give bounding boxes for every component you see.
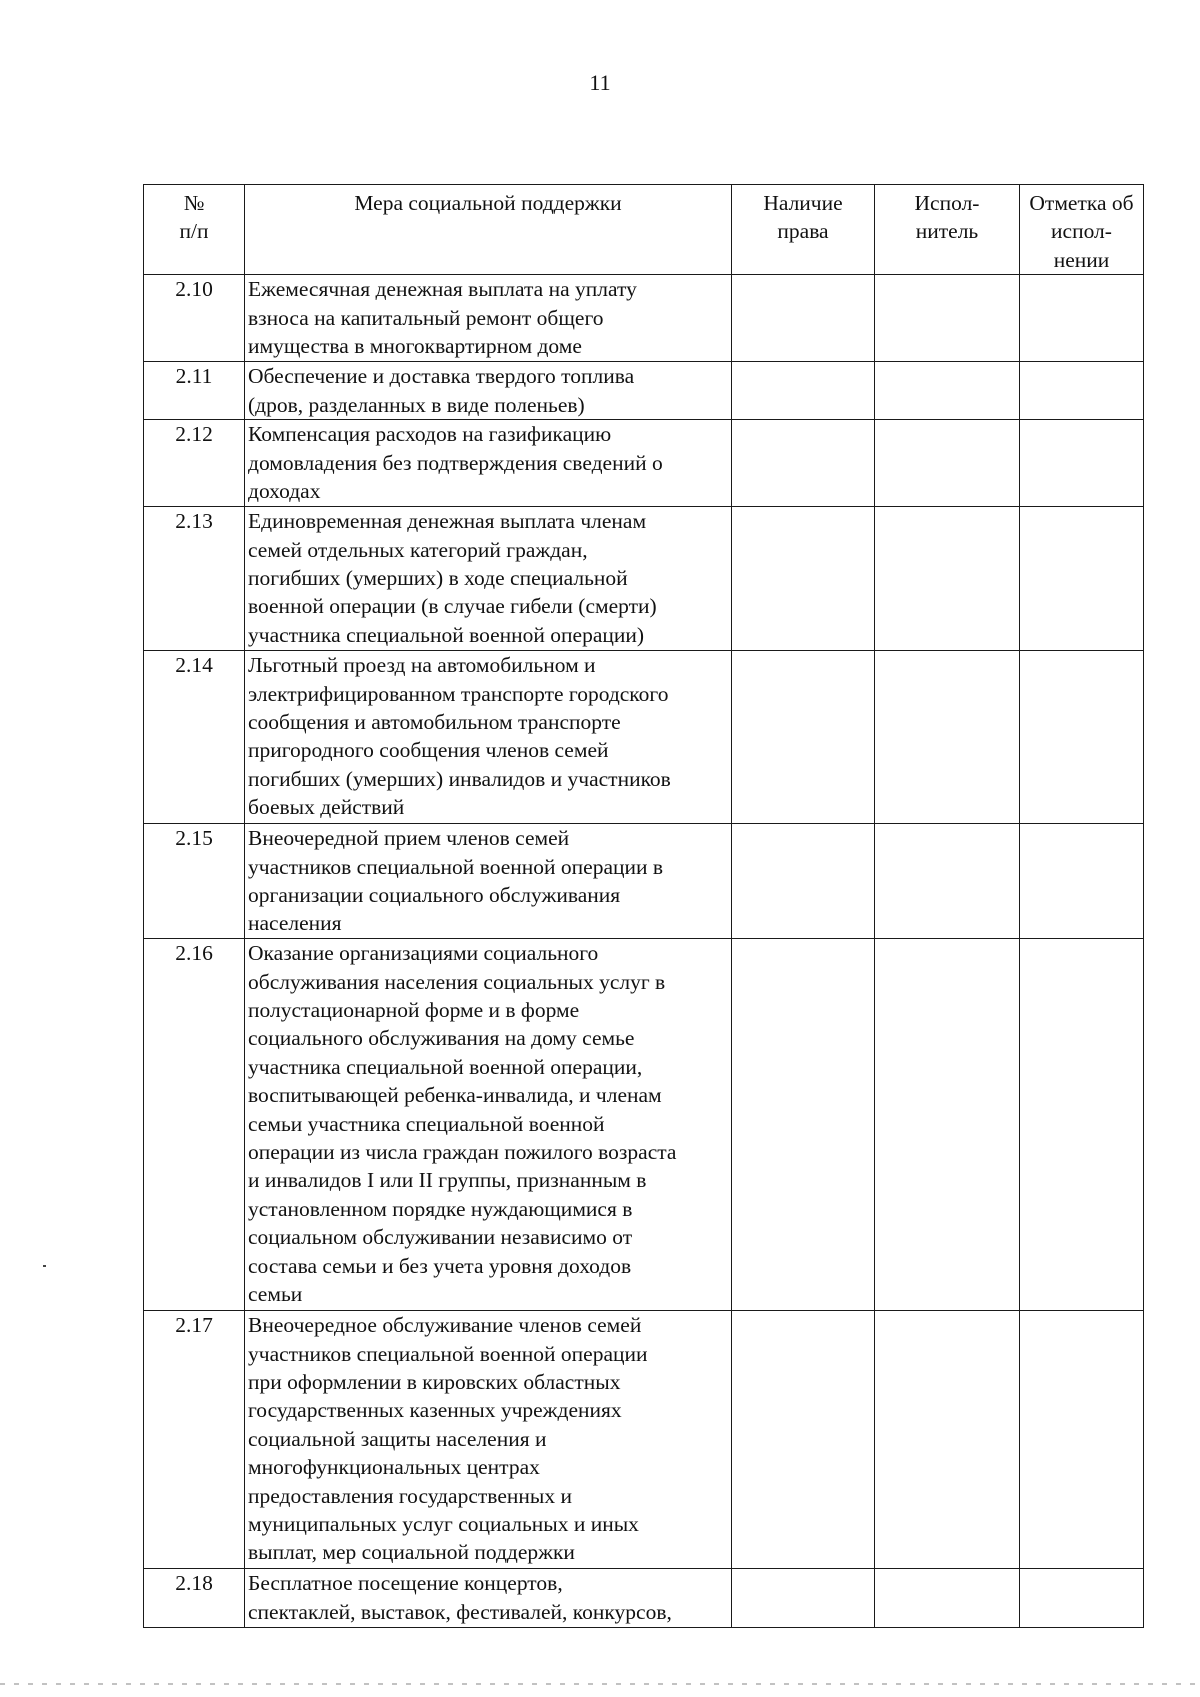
executor-cell	[875, 939, 1020, 1311]
right-cell	[732, 651, 875, 824]
completion-mark-cell	[1020, 1311, 1144, 1569]
executor-cell	[875, 651, 1020, 824]
page-number: 11	[589, 70, 611, 95]
row-number: 2.12	[144, 420, 245, 507]
right-cell	[732, 507, 875, 651]
scan-speck	[43, 1265, 46, 1267]
measure-text: Льготный проезд на автомобильном и электрифицированном транспорте городского сообщения и автомобильном транспорте пригородного сообщения членов семей погибших (умерших) инвалидов и участников боевых действий	[245, 651, 732, 824]
header-executor: Испол- нитель	[875, 185, 1020, 275]
row-number: 2.16	[144, 939, 245, 1311]
completion-mark-cell	[1020, 1569, 1144, 1628]
table-row	[144, 420, 1144, 507]
table-row	[144, 651, 1144, 824]
executor-cell	[875, 824, 1020, 939]
completion-mark-cell	[1020, 824, 1144, 939]
right-cell	[732, 362, 875, 420]
measure-text: Оказание организациями социального обслуживания населения социальных услуг в полустационарной форме и в форме социального обслуживания на дому семье участника специальной военной операции, воспитывающей ребенка-инвалида, и членам семьи участника специальной военной операции из числа граждан пожилого возраста и инвалидов I или II группы, признанным в установленном порядке нуждающимися в социальном обслуживании независимо от состава семьи и без учета уровня доходов семьи	[245, 939, 732, 1311]
executor-cell	[875, 507, 1020, 651]
completion-mark-cell	[1020, 939, 1144, 1311]
table-row	[144, 939, 1144, 1311]
table-row	[144, 362, 1144, 420]
right-cell	[732, 1311, 875, 1569]
header-right: Наличие права	[732, 185, 875, 275]
row-number: 2.15	[144, 824, 245, 939]
completion-mark-cell	[1020, 651, 1144, 824]
executor-cell	[875, 1311, 1020, 1569]
row-number: 2.17	[144, 1311, 245, 1569]
right-cell	[732, 939, 875, 1311]
measure-text: Бесплатное посещение концертов, спектаклей, выставок, фестивалей, конкурсов,	[245, 1569, 732, 1628]
executor-cell	[875, 362, 1020, 420]
table-row	[144, 824, 1144, 939]
row-number: 2.14	[144, 651, 245, 824]
completion-mark-cell	[1020, 507, 1144, 651]
row-number: 2.18	[144, 1569, 245, 1628]
right-cell	[732, 1569, 875, 1628]
right-cell	[732, 275, 875, 362]
row-number: 2.11	[144, 362, 245, 420]
social-support-measures-table	[143, 184, 1144, 1628]
completion-mark-cell	[1020, 362, 1144, 420]
header-completion-mark: Отметка об испол- нении	[1020, 185, 1144, 275]
row-number: 2.10	[144, 275, 245, 362]
measure-text: Ежемесячная денежная выплата на уплату взноса на капитальный ремонт общего имущества в многоквартирном доме	[245, 275, 732, 362]
executor-cell	[875, 420, 1020, 507]
completion-mark-cell	[1020, 275, 1144, 362]
measure-text: Внеочередное обслуживание членов семей участников специальной военной операции при оформлении в кировских областных государственных казенных учреждениях социальной защиты населения и многофункциональных центрах предоставления государственных и муниципальных услуг социальных и иных выплат, мер социальной поддержки	[245, 1311, 732, 1569]
table-row	[144, 1311, 1144, 1569]
table-row	[144, 507, 1144, 651]
table-header-row	[144, 185, 1144, 275]
table-row	[144, 275, 1144, 362]
measure-text: Компенсация расходов на газификацию домовладения без подтверждения сведений о доходах	[245, 420, 732, 507]
table-row	[144, 1569, 1144, 1628]
executor-cell	[875, 275, 1020, 362]
header-measure: Мера социальной поддержки	[245, 185, 732, 275]
row-number: 2.13	[144, 507, 245, 651]
right-cell	[732, 824, 875, 939]
measure-text: Внеочередной прием членов семей участников специальной военной операции в организации социального обслуживания населения	[245, 824, 732, 939]
completion-mark-cell	[1020, 420, 1144, 507]
scan-edge-noise	[0, 1683, 1200, 1685]
header-number: № п/п	[144, 185, 245, 275]
measure-text: Обеспечение и доставка твердого топлива (дров, разделанных в виде поленьев)	[245, 362, 732, 420]
measure-text: Единовременная денежная выплата членам семей отдельных категорий граждан, погибших (умерших) в ходе специальной военной операции (в случае гибели (смерти) участника специальной военной операции)	[245, 507, 732, 651]
right-cell	[732, 420, 875, 507]
executor-cell	[875, 1569, 1020, 1628]
